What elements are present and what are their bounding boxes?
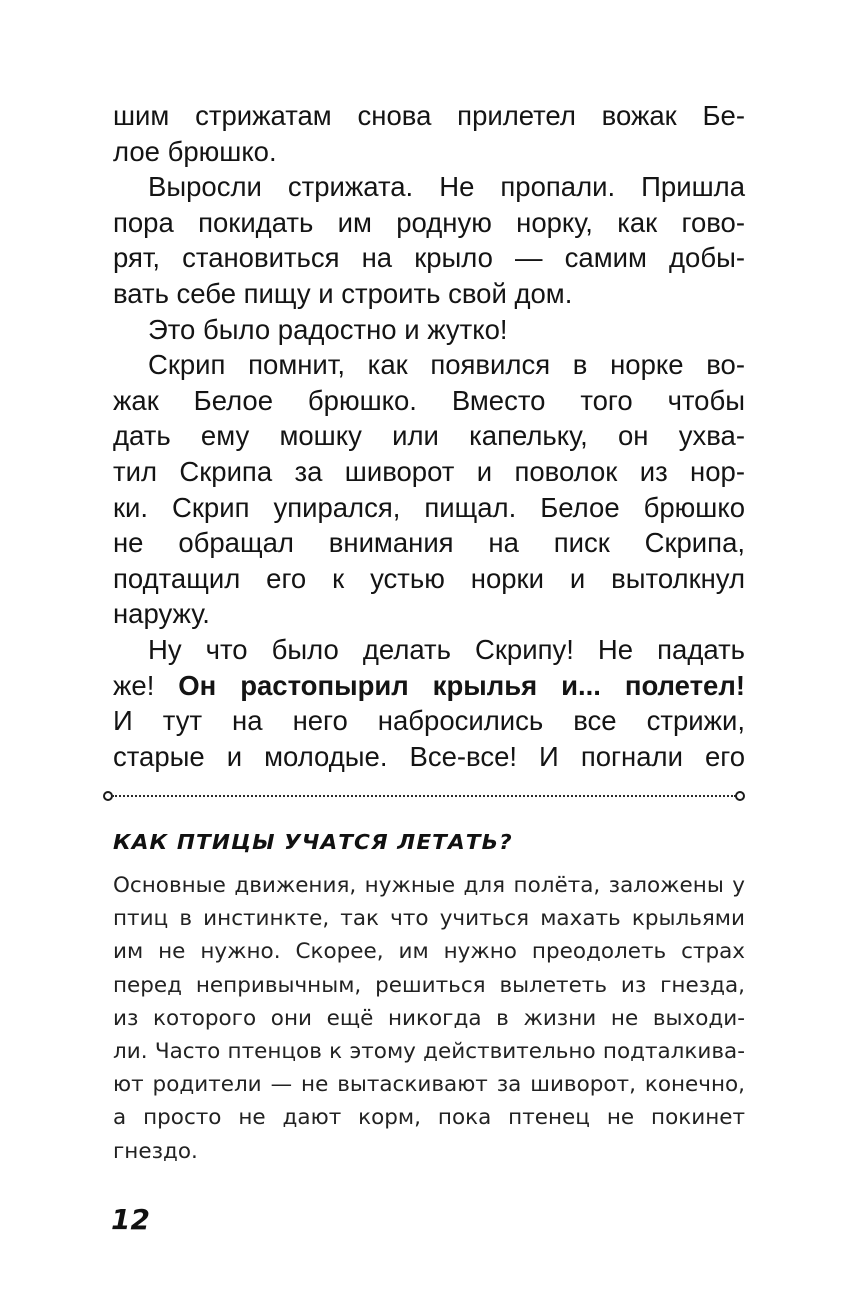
sidebar-line: птиц в инстинкте, так что учиться махать крыльями [113, 906, 745, 932]
story-line: старые и молодые. Все-все! И погнали его [113, 740, 745, 772]
sidebar-line: из которого они ещё никогда в жизни не выходи- [113, 1005, 745, 1031]
story-line: рят, становиться на крыло — самим добы- [113, 242, 745, 274]
story-line: дать ему мошку или капельку, он ухва- [113, 420, 745, 452]
story-line: жак Белое брюшко. Вместо того чтобы [113, 384, 745, 416]
story-line: не обращал внимания на писк Скрипа, [113, 527, 745, 559]
story-text [113, 98, 745, 774]
story-line-text: Это было радостно и жутко! [148, 313, 508, 345]
story-line: вать себе пищу и строить свой дом. [113, 277, 573, 309]
story-line: И тут на него набросились все стрижи, [113, 705, 745, 737]
story-line [113, 312, 745, 348]
sidebar-text [113, 869, 745, 1168]
story-line [113, 668, 745, 704]
sidebar-line: гнездо. [113, 1138, 198, 1164]
dotted-divider [103, 791, 745, 801]
sidebar-line: перед непривычным, решиться вылететь из гнезда, [113, 972, 745, 998]
sidebar-line: ли. Часто птенцов к этому действительно подталкива- [113, 1039, 745, 1065]
story-bold-text: Он растопырил крылья и... полетел! [178, 669, 745, 701]
story-line [113, 169, 745, 205]
story-line: лое брюшко. [113, 135, 277, 167]
story-line: ки. Скрип упирался, пищал. Белое брюшко [113, 491, 745, 523]
story-line: подтащил его к устью норки и вытолкнул [113, 562, 745, 594]
sidebar-line: им не нужно. Скорее, им нужно преодолеть страх [113, 939, 745, 965]
story-line: пора покидать им родную норку, как гово- [113, 206, 745, 238]
story-line-text: Скрип помнит, как появился в норке во- [148, 349, 745, 381]
story-line-text: Ну что было делать Скрипу! Не падать [148, 633, 745, 665]
story-line: шим стрижатам снова прилетел вожак Бе- [113, 100, 745, 131]
sidebar-heading: КАК ПТИЦЫ УЧАТСЯ ЛЕТАТЬ? [113, 830, 513, 854]
story-line: тил Скрипа за шиворот и поволок из нор- [113, 455, 745, 487]
divider-dotted-line [112, 795, 736, 797]
story-line [113, 347, 745, 383]
sidebar-line: а просто не дают корм, пока птенец не покинет [113, 1105, 745, 1131]
sidebar-line: Основные движения, нужные для полёта, заложены у [113, 873, 745, 898]
story-line-text: же! [113, 669, 179, 701]
story-line [113, 632, 745, 668]
page-number: 12 [111, 1203, 150, 1236]
divider-right-circle-icon [735, 791, 745, 801]
story-line: наружу. [113, 598, 210, 630]
sidebar-line: ют родители — не вытаскивают за шиворот, конечно, [113, 1072, 745, 1098]
story-line-text: Выросли стрижата. Не пропали. Пришла [148, 171, 745, 203]
